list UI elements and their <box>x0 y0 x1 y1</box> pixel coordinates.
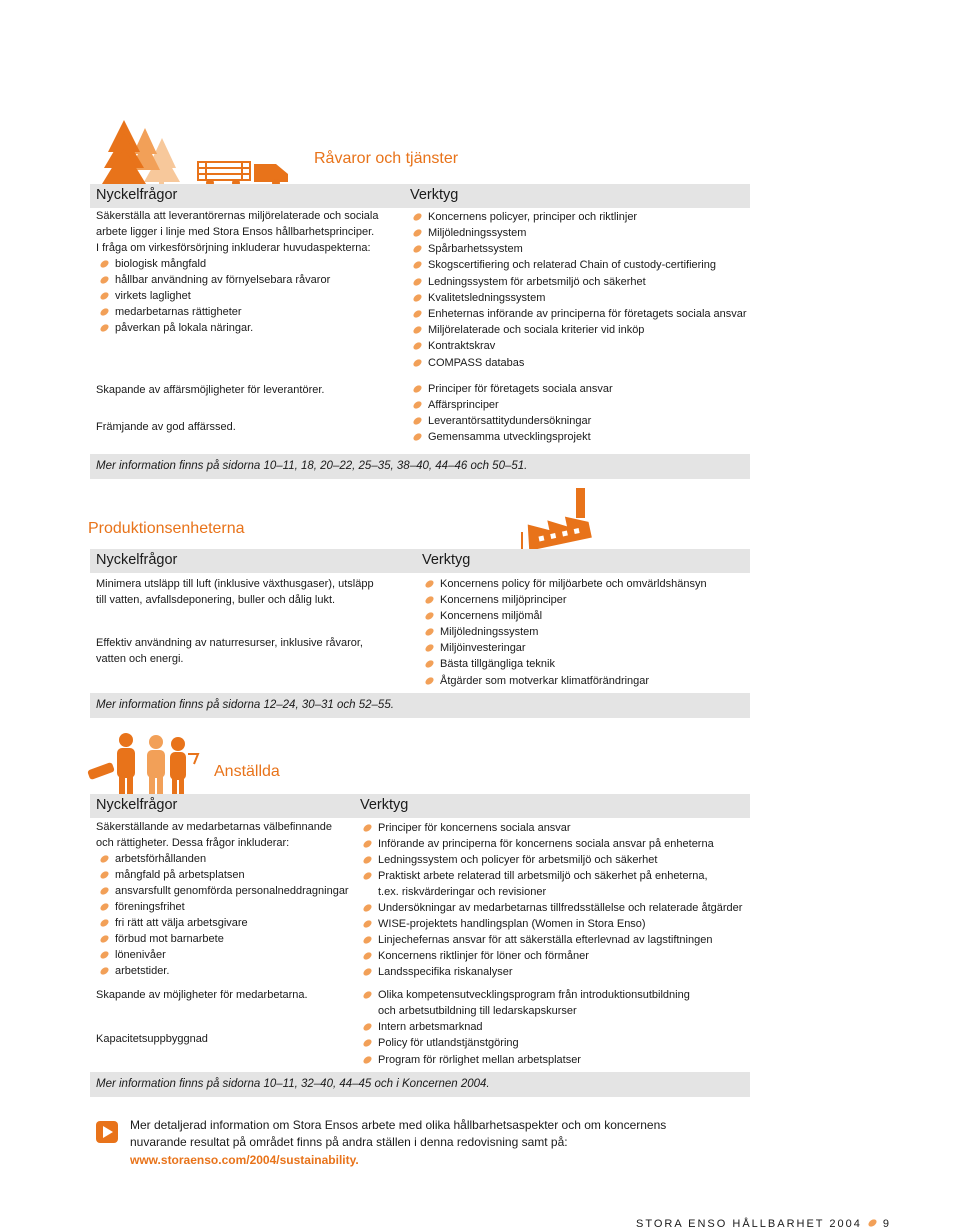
text-line: till vatten, avfallsdeponering, buller och dålig lukt. <box>96 594 336 606</box>
text-line: t.ex. riskvärderingar och revisioner <box>378 886 547 898</box>
header-bar <box>90 549 750 573</box>
more-info-line: nuvarande resultat på området finns på andra ställen i denna redovisning samt på: <box>130 1135 568 1149</box>
list-item: COMPASS databas <box>428 357 525 369</box>
key-issues-header: Nyckelfrågor <box>96 187 178 203</box>
sustainability-link[interactable]: www.storaenso.com/2004/sustainability. <box>130 1153 359 1167</box>
text-line: Effektiv användning av naturresurser, inklusive råvaror, <box>96 637 363 649</box>
text-line: och rättigheter. Dessa frågor inkluderar: <box>96 837 290 849</box>
key-issues-header: Nyckelfrågor <box>96 552 178 568</box>
list-item: Miljöinvesteringar <box>440 642 526 654</box>
more-info-line: Mer detaljerad information om Stora Ensos arbete med olika hållbarhetsaspekter och om koncernens <box>130 1118 667 1132</box>
list-item: Praktiskt arbete relaterad till arbetsmiljö och säkerhet på enheterna, <box>378 870 708 882</box>
text-line: Kapacitetsuppbyggnad <box>96 1033 208 1045</box>
list-item: Miljöledningssystem <box>428 227 527 239</box>
footer-brand: STORA ENSO HÅLLBARHET 2004 <box>636 1218 862 1230</box>
text-line: Minimera utsläpp till luft (inklusive växthusgaser), utsläpp <box>96 578 374 590</box>
list-item: Införande av principerna för koncernens sociala ansvar på enheterna <box>378 838 714 850</box>
page-footer <box>636 1218 891 1230</box>
list-item: Ledningssystem för arbetsmiljö och säkerhet <box>428 276 646 288</box>
text-line: Säkerställa att leverantörernas miljörelaterade och sociala <box>96 210 379 222</box>
list-item: Koncernens riktlinjer för löner och förmåner <box>378 950 589 962</box>
list-item: Koncernens policy för miljöarbete och omvärldshänsyn <box>440 578 707 590</box>
list-item: Principer för koncernens sociala ansvar <box>378 822 571 834</box>
text-line: och arbetsutbildning till ledarskapskurser <box>378 1005 577 1017</box>
factory-icon <box>520 484 612 556</box>
section-title: Produktionsenheterna <box>88 520 245 537</box>
list-item: WISE-projektets handlingsplan (Women in Stora Enso) <box>378 918 646 930</box>
list-item: Åtgärder som motverkar klimatförändringar <box>440 675 650 687</box>
list-item: Linjechefernas ansvar för att säkerställa efterlevnad av lagstiftningen <box>378 934 713 946</box>
tools-header: Verktyg <box>360 797 409 813</box>
list-item: Principer för företagets sociala ansvar <box>428 383 613 395</box>
list-item: mångfald på arbetsplatsen <box>115 869 245 881</box>
list-item: Spårbarhetssystem <box>428 243 523 255</box>
list-item: Landsspecifika riskanalyser <box>378 966 513 978</box>
list-item: Miljörelaterade och sociala kriterier vid inköp <box>428 324 645 336</box>
list-item: Koncernens policyer, principer och riktlinjer <box>428 211 638 223</box>
list-item: Koncernens miljöprinciper <box>440 594 567 606</box>
list-item: biologisk mångfald <box>115 258 207 270</box>
list-item: Leverantörsattitydundersökningar <box>428 415 592 427</box>
list-item: påverkan på lokala näringar. <box>115 322 254 334</box>
list-item: Enheternas införande av principerna för företagets sociala ansvar <box>428 308 747 320</box>
key-issues-header: Nyckelfrågor <box>96 797 178 813</box>
list-item: Koncernens miljömål <box>440 610 543 622</box>
list-item: ansvarsfullt genomförda personalneddragningar <box>115 885 349 897</box>
list-item: föreningsfrihet <box>115 901 185 913</box>
page-number: 9 <box>882 1218 891 1230</box>
list-item: Miljöledningssystem <box>440 626 539 638</box>
list-item: lönenivåer <box>115 949 166 961</box>
list-item: arbetstider. <box>115 965 170 977</box>
info-text: Mer information finns på sidorna 10–11, 18, 20–22, 25–35, 38–40, 44–46 och 50–51. <box>96 460 528 472</box>
list-item: Kontraktskrav <box>428 340 496 352</box>
bullet-icon <box>867 1218 878 1228</box>
tools-header: Verktyg <box>422 552 471 568</box>
people-icon <box>84 730 204 796</box>
list-item: Program för rörlighet mellan arbetsplatser <box>378 1054 581 1066</box>
list-item: Affärsprinciper <box>428 399 499 411</box>
list-item: fri rätt att välja arbetsgivare <box>115 917 248 929</box>
trees-icon <box>100 118 190 190</box>
list-item: Ledningssystem och policyer för arbetsmiljö och säkerhet <box>378 854 658 866</box>
header-bar <box>90 794 750 818</box>
text-line: Främjande av god affärssed. <box>96 421 236 433</box>
info-text: Mer information finns på sidorna 10–11, 32–40, 44–45 och i Koncernen 2004. <box>96 1078 490 1090</box>
list-item: Kvalitetsledningssystem <box>428 292 546 304</box>
text-line: Skapande av möjligheter för medarbetarna. <box>96 989 308 1001</box>
info-text: Mer information finns på sidorna 12–24, 30–31 och 52–55. <box>96 699 394 711</box>
list-item: förbud mot barnarbete <box>115 933 224 945</box>
arrow-icon <box>96 1121 118 1143</box>
more-info-text <box>130 1117 666 1151</box>
tools-header: Verktyg <box>410 187 459 203</box>
list-item: medarbetarnas rättigheter <box>115 306 242 318</box>
list-item: Bästa tillgängliga teknik <box>440 658 555 670</box>
list-item: Policy för utlandstjänstgöring <box>378 1037 519 1049</box>
list-item: Gemensamma utvecklingsprojekt <box>428 431 591 443</box>
list-item: Olika kompetensutvecklingsprogram från introduktionsutbildning <box>378 989 690 1001</box>
text-line: I fråga om virkesförsörjning inkluderar huvudaspekterna: <box>96 242 371 254</box>
text-line: Skapande av affärsmöjligheter för leverantörer. <box>96 384 325 396</box>
section-title: Anställda <box>214 763 280 780</box>
list-item: Intern arbetsmarknad <box>378 1021 483 1033</box>
list-item: Undersökningar av medarbetarnas tillfredsställelse och relaterade åtgärder <box>378 902 743 914</box>
text-line: Säkerställande av medarbetarnas välbefinnande <box>96 821 333 833</box>
text-line: arbete ligger i linje med Stora Ensos hållbarhetsprinciper. <box>96 226 375 238</box>
list-item: arbetsförhållanden <box>115 853 207 865</box>
list-item: virkets laglighet <box>115 290 191 302</box>
list-item: Skogscertifiering och relaterad Chain of custody-certifiering <box>428 259 716 271</box>
text-line: vatten och energi. <box>96 653 184 665</box>
section-title: Råvaror och tjänster <box>314 150 459 167</box>
list-item: hållbar användning av förnyelsebara råvaror <box>115 274 331 286</box>
